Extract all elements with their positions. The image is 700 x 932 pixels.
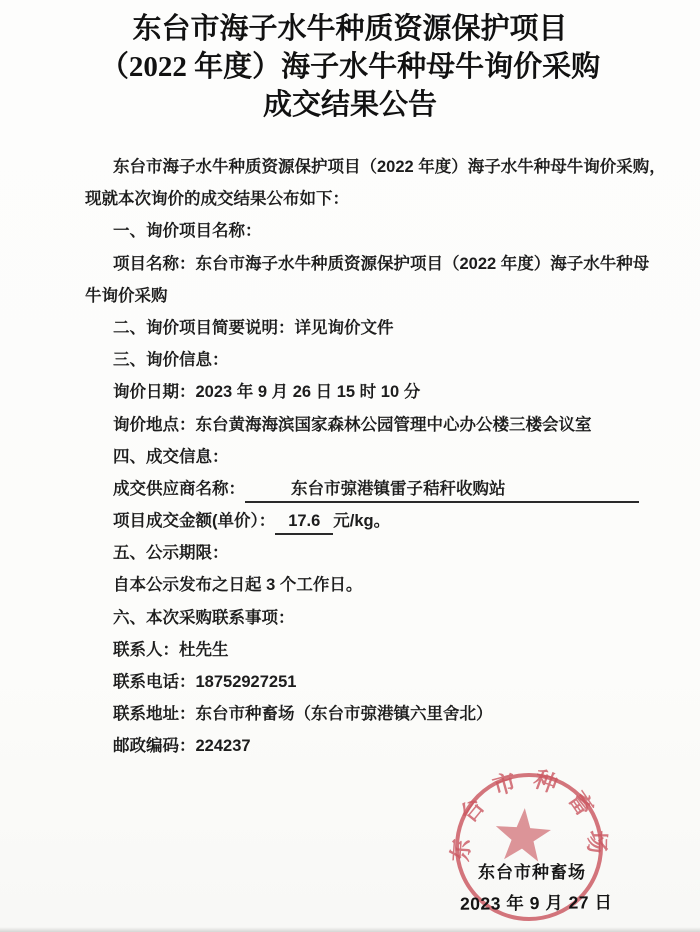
text-line <box>85 666 660 698</box>
text-segment: 现就本次询价的成交结果公布如下： <box>85 190 349 209</box>
text-line <box>85 634 660 666</box>
text-line <box>85 602 660 634</box>
text-segment: 联系电话：18752927251 <box>113 673 297 691</box>
title-line: 东台市海子水牛种质资源保护项目 <box>132 13 568 45</box>
text-line <box>85 215 660 247</box>
text-segment: 东台市海子水牛种质资源保护项目（2022 年度）海子水牛种母牛询价采购， <box>113 158 666 176</box>
text-segment: 四、成交信息： <box>113 447 229 466</box>
text-segment: 二、询价项目简要说明：详见询价文件 <box>113 318 394 337</box>
text-line <box>85 183 660 215</box>
document-body <box>85 151 666 763</box>
text-line <box>85 151 666 183</box>
text-line <box>85 505 660 537</box>
text-line <box>85 441 660 473</box>
title-line: （2022 年度）海子水牛种母牛询价采购 <box>99 51 601 83</box>
text-segment: 邮政编码：224237 <box>113 737 251 756</box>
text-segment: 五、公示期限： <box>113 544 229 563</box>
text-segment: 询价日期：2023 年 9 月 26 日 15 时 10 分 <box>113 383 421 402</box>
text-segment: 成交供应商名称： <box>113 479 245 498</box>
text-segment: 询价地点：东台黄海海滨国家森林公园管理中心办公楼三楼会议室 <box>113 415 592 434</box>
text-segment: 牛询价采购 <box>85 286 168 305</box>
text-segment: 一、询价项目名称： <box>113 222 262 241</box>
text-line <box>85 312 660 344</box>
text-segment: 三、询价信息： <box>113 351 229 370</box>
text-line <box>85 409 660 441</box>
text-line <box>85 344 660 376</box>
text-line <box>85 280 660 312</box>
deal-unit-price: 17.6 <box>275 509 333 535</box>
text-line <box>85 376 660 408</box>
seal-ring-text: 东台市种畜场 <box>447 765 610 868</box>
text-line <box>85 569 660 601</box>
text-line <box>85 537 660 569</box>
text-line <box>85 248 660 280</box>
text-segment: 六、本次采购联系事项： <box>113 608 295 627</box>
seal-star-icon <box>494 806 553 862</box>
signature-org: 东台市种畜场 <box>478 863 586 882</box>
document-title <box>0 0 700 124</box>
text-segment: 项目成交金额(单价）： <box>113 512 276 531</box>
winning-supplier-name: 东台市弶港镇雷子秸秆收购站 <box>245 477 639 503</box>
text-line <box>85 698 660 730</box>
text-segment: 自本公示发布之日起 3 个工作日。 <box>113 576 363 595</box>
scan-edge <box>0 927 700 932</box>
text-segment: 联系地址：东台市种畜场（东台市弶港镇六里舍北） <box>113 705 493 724</box>
title-line: 成交结果公告 <box>262 89 437 121</box>
text-segment: 元/kg。 <box>333 512 391 531</box>
signature-date: 2023 年 9 月 27 日 <box>459 892 613 914</box>
text-segment: 联系人：杜先生 <box>113 640 229 659</box>
text-line <box>85 730 660 762</box>
text-segment: 项目名称：东台市海子水牛种质资源保护项目（2022 年度）海子水牛种母 <box>113 254 650 273</box>
text-line <box>85 473 660 505</box>
